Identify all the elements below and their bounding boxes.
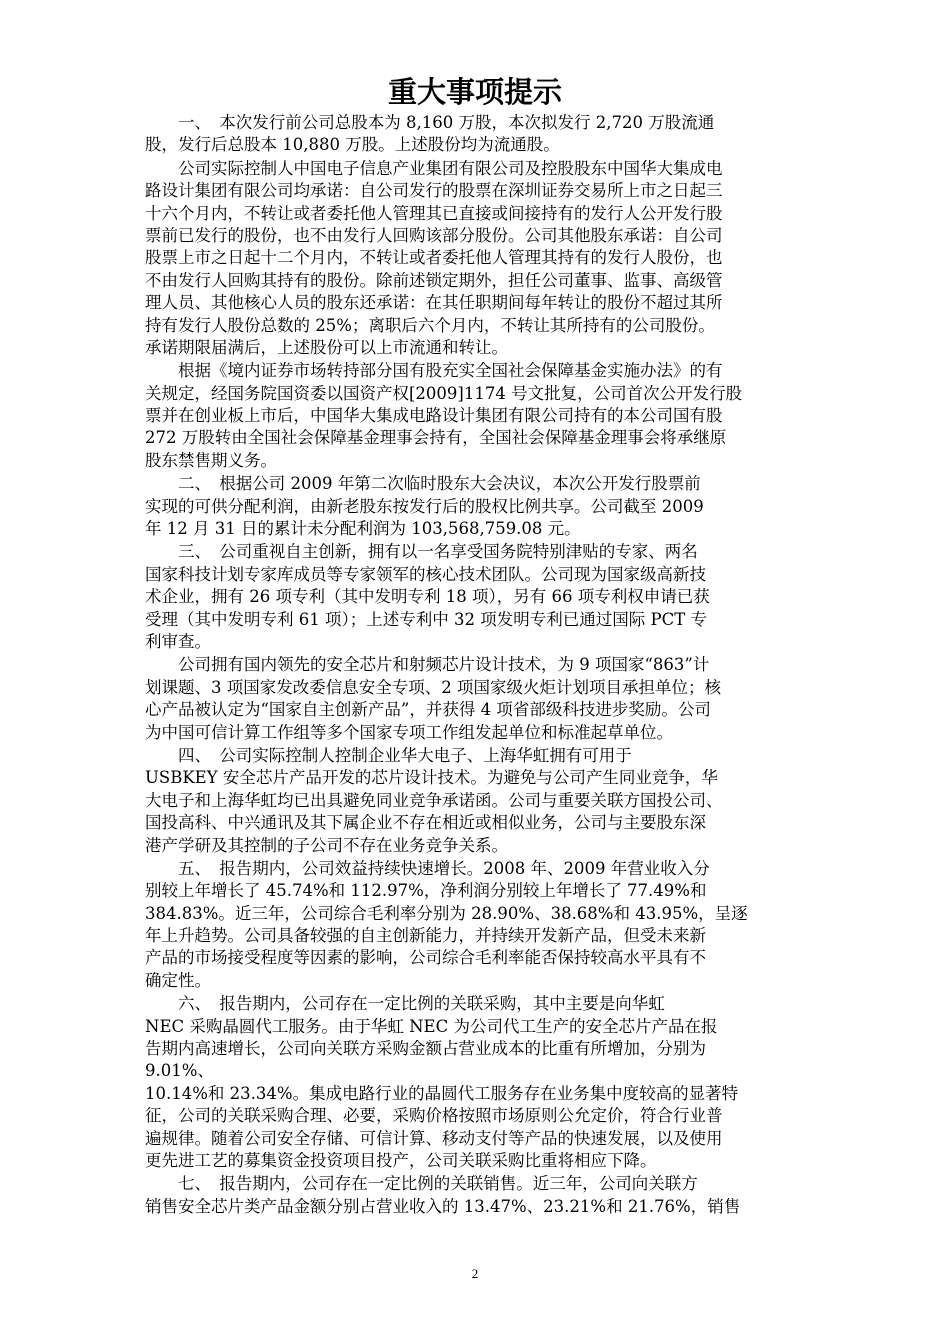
text-line: 年上升趋势。公司具备较强的自主创新能力，并持续开发新产品，但受未来新 xyxy=(145,926,706,946)
text-line: 承诺期限届满后，上述股份可以上市流通和转让。 xyxy=(145,337,508,357)
paragraph xyxy=(145,1173,825,1218)
text-line: 更先进工艺的募集资金投资项目投产，公司关联采购比重将相应下降。 xyxy=(145,1150,657,1170)
text-line: 六、 报告期内，公司存在一定比例的关联采购，其中主要是向华虹 xyxy=(145,994,665,1014)
text-line: 10.14%和 23.34%。集成电路行业的晶圆代工服务存在业务集中度较高的显著特 xyxy=(145,1083,739,1103)
paragraph xyxy=(145,993,825,1172)
text-line: 9.01%、 xyxy=(145,1061,214,1081)
text-line: 征，公司的关联采购合理、必要，采购价格按照市场原则公允定价，符合行业普 xyxy=(145,1106,723,1126)
text-line: 受理（其中发明专利 61 项）；上述专利中 32 项发明专利已通过国际 PCT 专 xyxy=(145,609,707,629)
text-line: 港产学研及其控制的子公司不存在业务竞争关系。 xyxy=(145,835,508,855)
text-line: USBKEY 安全芯片产品开发的芯片设计技术。为避免与公司产生同业竞争，华 xyxy=(145,768,718,788)
text-line: 不由发行人回购其持有的股份。除前述锁定期外，担任公司董事、监事、高级管 xyxy=(145,270,723,290)
text-line: 股，发行后总股本 10,880 万股。上述股份均为流通股。 xyxy=(145,135,560,155)
text-line: 持有发行人股份总数的 25%；离职后六个月内，不转让其所持有的公司股份。 xyxy=(145,315,715,335)
paragraph xyxy=(145,654,825,744)
text-line: 别较上年增长了 45.74%和 112.97%，净利润分别较上年增长了 77.49%和 xyxy=(145,881,707,901)
paragraph xyxy=(145,745,825,857)
text-line: 十六个月内，不转让或者委托他人管理其已直接或间接持有的发行人公开发行股 xyxy=(145,203,723,223)
text-line: 确定性。 xyxy=(145,970,211,990)
text-line: 为中国可信计算工作组等多个国家专项工作组发起单位和标准起草单位。 xyxy=(145,722,673,742)
text-line: 大电子和上海华虹均已出具避免同业竞争承诺函。公司与重要关联方国投公司、 xyxy=(145,790,723,810)
text-line: 七、 报告期内，公司存在一定比例的关联销售。近三年，公司向关联方 xyxy=(145,1174,698,1194)
text-line: 术企业，拥有 26 项专利（其中发明专利 18 项），另有 66 项专利权申请已获 xyxy=(145,587,710,607)
document-body xyxy=(145,111,825,1218)
text-line: 票并在创业板上市后，中国华大集成电路设计集团有限公司持有的本公司国有股 xyxy=(145,406,723,426)
paragraph xyxy=(145,360,825,472)
paragraph xyxy=(145,473,825,540)
text-line: 国家科技计划专家库成员等专家领军的核心技术团队。公司现为国家级高新技 xyxy=(145,564,706,584)
paragraph xyxy=(145,158,825,360)
paragraph xyxy=(145,112,825,157)
text-line: 告期内高速增长，公司向关联方采购金额占营业成本的比重有所增加，分别为 xyxy=(145,1039,706,1059)
text-line: 384.83%。近三年，公司综合毛利率分别为 28.90%、38.68%和 43.95%，呈逐 xyxy=(145,903,748,923)
page-title: 重大事项提示 xyxy=(387,75,562,109)
text-line: 销售安全芯片类产品金额分别占营业收入的 13.47%、23.21%和 21.76%，销售 xyxy=(145,1196,741,1216)
text-line: 二、 根据公司 2009 年第二次临时股东大会决议，本次公开发行股票前 xyxy=(145,474,701,494)
text-line: 公司拥有国内领先的安全芯片和射频芯片设计技术，为 9 项国家“863”计 xyxy=(145,655,710,675)
text-line: 股东禁售期义务。 xyxy=(145,450,277,470)
text-line: 272 万股转由全国社会保障基金理事会持有，全国社会保障基金理事会将承继原 xyxy=(145,428,727,448)
text-line: 产品的市场接受程度等因素的影响，公司综合毛利率能否保持较高水平具有不 xyxy=(145,948,706,968)
text-line: 公司实际控制人中国电子信息产业集团有限公司及控股股东中国华大集成电 xyxy=(145,158,723,178)
text-line: 根据《境内证券市场转持部分国有股充实全国社会保障基金实施办法》的有 xyxy=(145,361,723,381)
text-line: 关规定，经国务院国资委以国资产权[2009]1174 号文批复，公司首次公开发行股 xyxy=(145,383,743,403)
text-line: 实现的可供分配利润，由新老股东按发行后的股权比例共享。公司截至 2009 xyxy=(145,496,704,516)
text-line: NEC 采购晶圆代工服务。由于华虹 NEC 为公司代工生产的安全芯片产品在报 xyxy=(145,1016,718,1036)
text-line: 三、 公司重视自主创新，拥有以一名享受国务院特别津贴的专家、两名 xyxy=(145,542,698,562)
text-line: 心产品被认定为“国家自主创新产品”，并获得 4 项省部级科技进步奖励。公司 xyxy=(145,700,711,720)
text-line: 五、 报告期内，公司效益持续快速增长。2008 年、2009 年营业收入分 xyxy=(145,858,710,878)
text-line: 股票上市之日起十二个月内，不转让或者委托他人管理其持有的发行人股份，也 xyxy=(145,248,723,268)
text-line: 遍规律。随着公司安全存储、可信计算、移动支付等产品的快速发展，以及使用 xyxy=(145,1128,723,1148)
text-line: 国投高科、中兴通讯及其下属企业不存在相近或相似业务，公司与主要股东深 xyxy=(145,813,706,833)
paragraph xyxy=(145,541,825,653)
text-line: 划课题、3 项国家发改委信息安全专项、2 项国家级火炬计划项目承担单位；核 xyxy=(145,677,721,697)
text-line: 理人员、其他核心人员的股东还承诺：在其任职期间每年转让的股份不超过其所 xyxy=(145,293,723,313)
text-line: 四、 公司实际控制人控制企业华大电子、上海华虹拥有可用于 xyxy=(145,745,632,765)
page-number: 2 xyxy=(471,1266,479,1281)
paragraph xyxy=(145,858,825,992)
text-line: 路设计集团有限公司均承诺：自公司发行的股票在深圳证券交易所上市之日起三 xyxy=(145,181,723,201)
text-line: 票前已发行的股份，也不由发行人回购该部分股份。公司其他股东承诺：自公司 xyxy=(145,225,723,245)
text-line: 年 12 月 31 日的累计未分配利润为 103,568,759.08 元。 xyxy=(145,519,581,539)
text-line: 一、 本次发行前公司总股本为 8,160 万股，本次拟发行 2,720 万股流通 xyxy=(145,113,715,132)
text-line: 利审查。 xyxy=(145,631,211,651)
